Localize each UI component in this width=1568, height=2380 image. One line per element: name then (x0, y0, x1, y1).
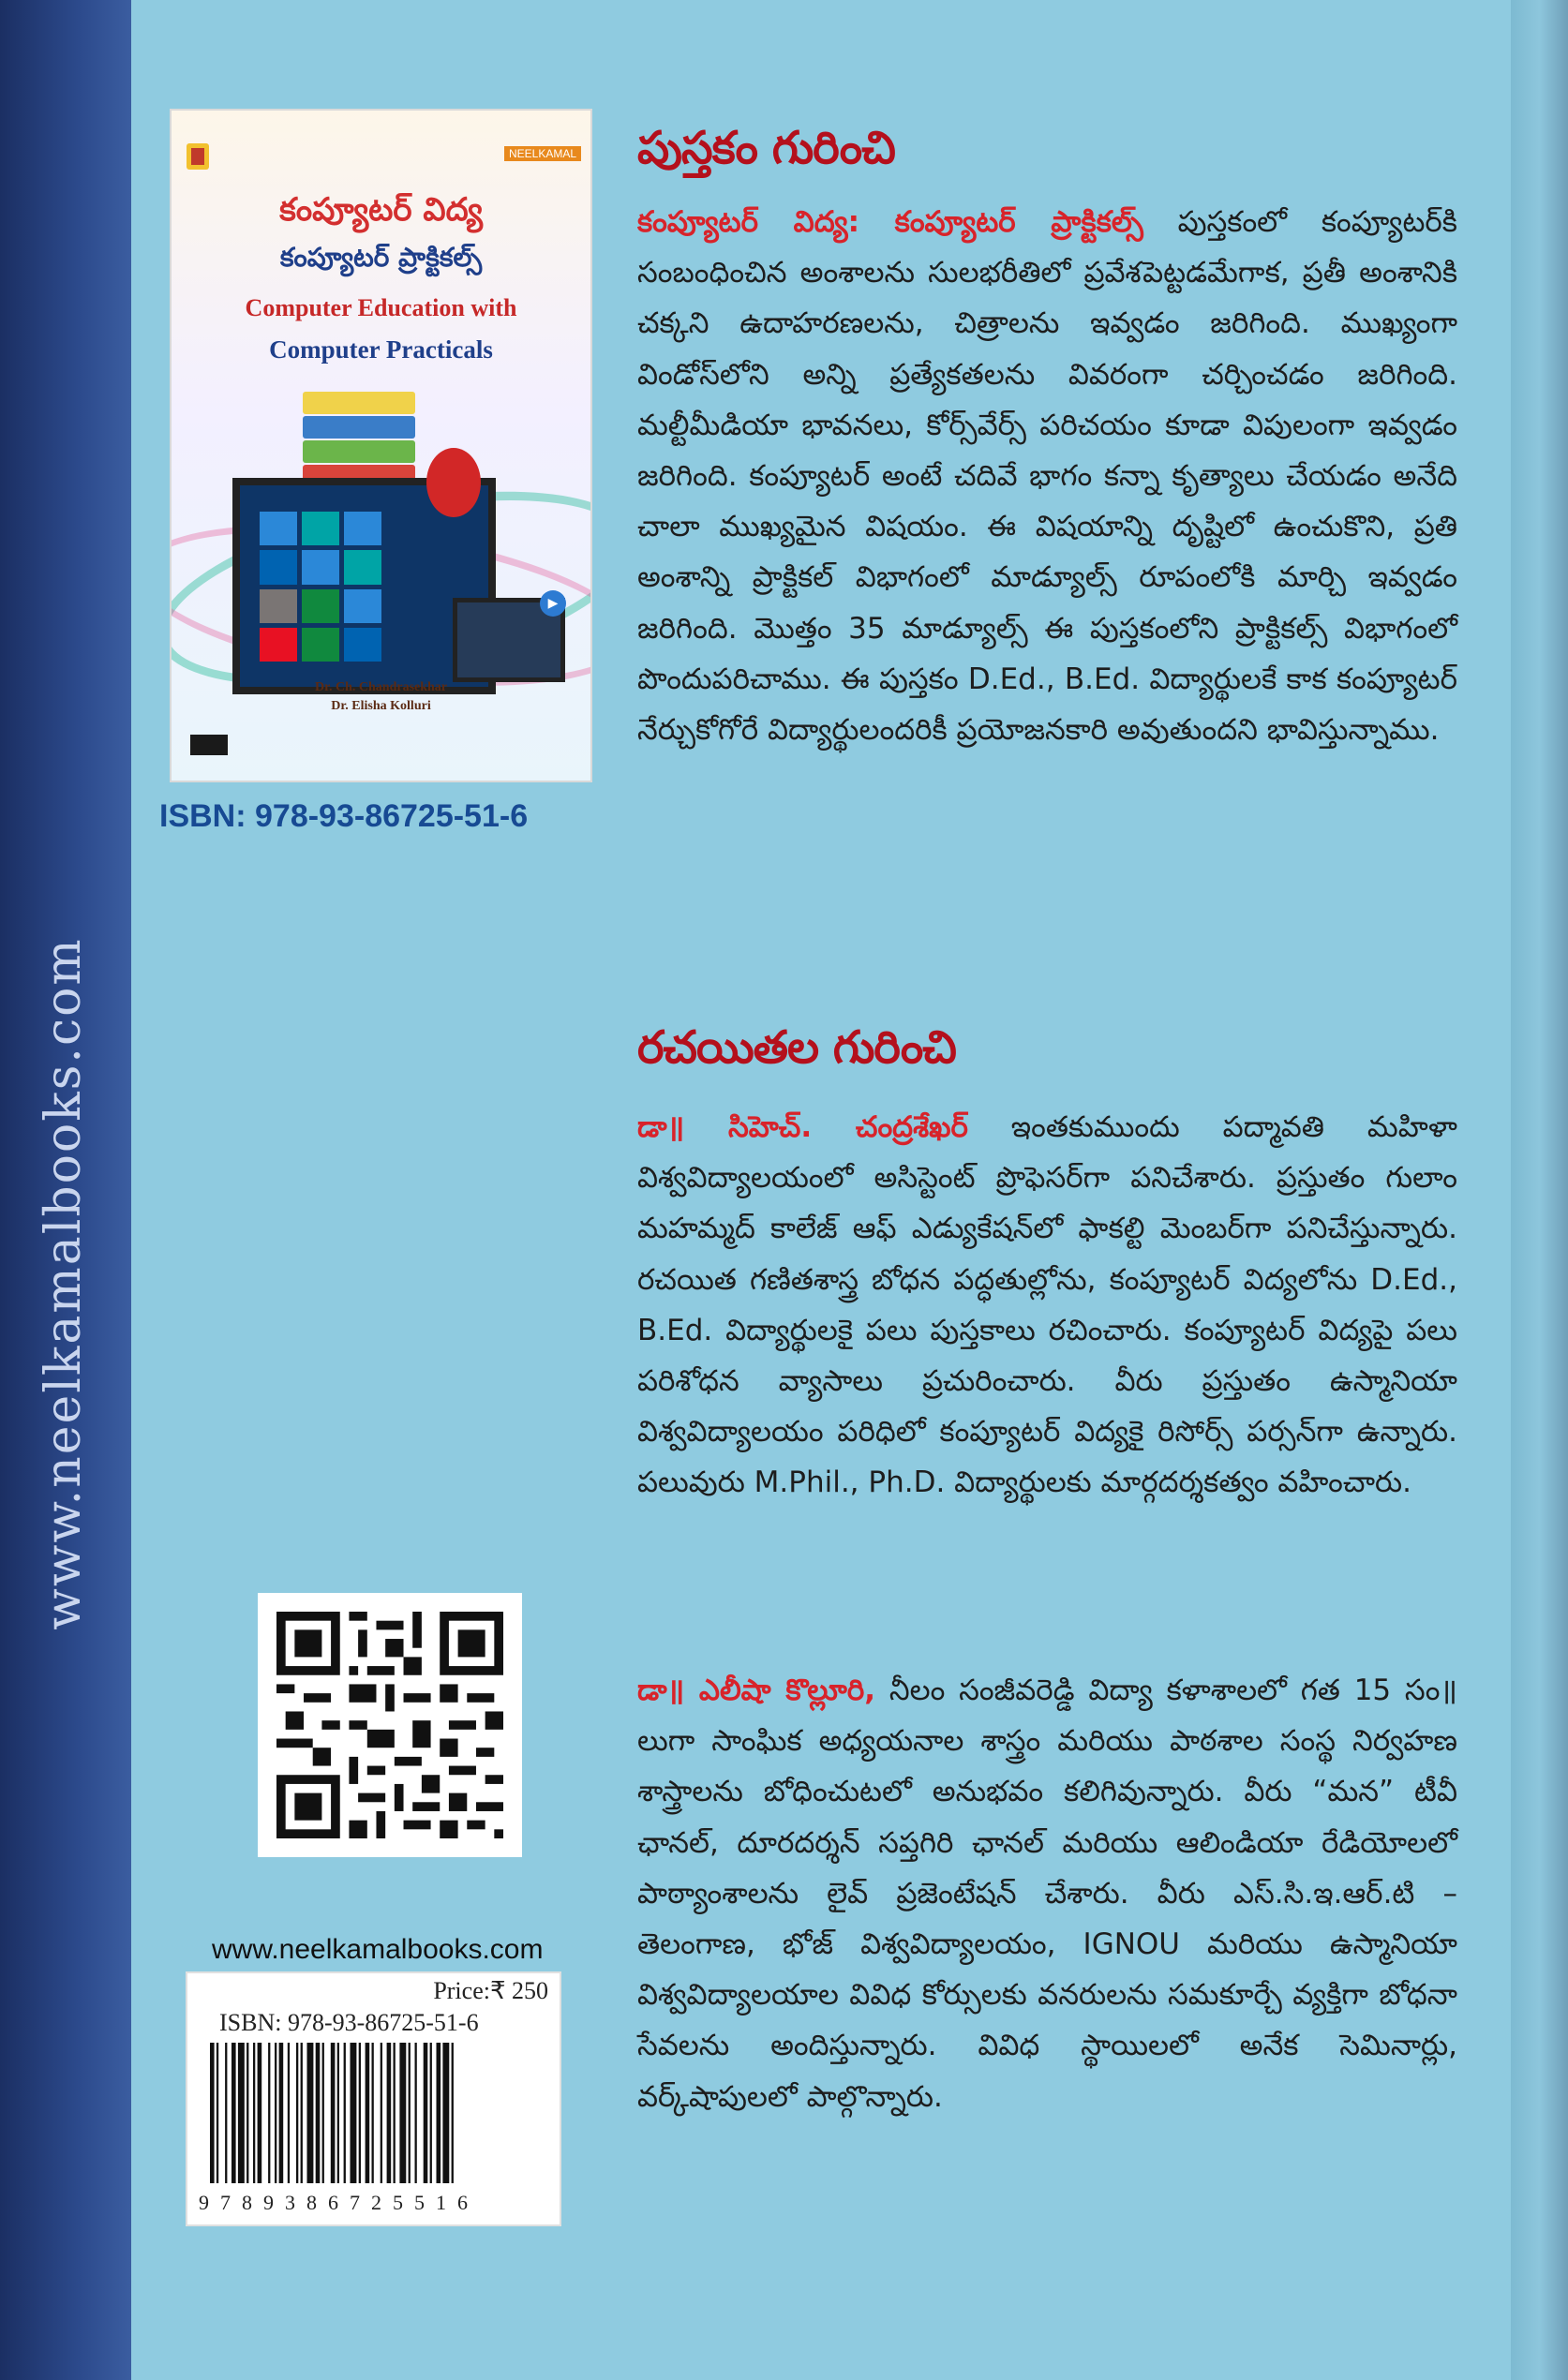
book-title-highlight: కంప్యూటర్ విద్య: కంప్యూటర్ ప్రాక్టికల్స్ (637, 205, 1143, 239)
thumbnail-title-english-1: Computer Education with (245, 294, 517, 321)
barcode-bar (301, 2043, 303, 2183)
barcode-bar (296, 2043, 298, 2183)
barcode-bar (231, 2043, 236, 2183)
thumbnail-spine-mark (190, 735, 228, 755)
barcode-bar (351, 2043, 357, 2183)
barcode-bar (430, 2043, 432, 2183)
spine-website: www.neelkamalbooks.com (36, 937, 92, 1630)
about-book-text: పుస్తకంలో కంప్యూటర్‌కి సంబంధించిన అంశాలను సులభరీతిలో ప్రవేశపెట్టడమేగాక, ప్రతీ అంశానికి చక్కని ఉదాహరణలను, చిత్రాలను ఇవ్వడం జరిగింది. ముఖ్యంగా విండోస్‌లోని అన్ని ప్రత్యేకతలను వివరంగా చర్చించడం జరిగింది. మల్టీమీడియా భావనలు, కోర్స్‌వేర్స్ పరిచయం కూడా విపులంగా ఇవ్వడం జరిగింది. కంప్యూటర్ అంటే చదివే భాగం కన్నా కృత్యాలు చేయడం అనేది చాలా ముఖ్యమైన విషయం. ఈ విషయాన్ని దృష్టిలో ఉంచుకొని, ప్రతి అంశాన్ని ప్రాక్టికల్ విభాగంలో మాడ్యూల్స్ రూపంలోకి మార్చి ఇవ్వడం జరిగింది. మొత్తం 35 మాడ్యూల్స్ ఈ పుస్తకంలోని ప్రాక్టికల్స్ విభాగంలో పొందుపరిచాము. ఈ పుస్తకం D.Ed., B.Ed. విద్యార్థులకే కాక కంప్యూటర్ నేర్చుకోగోరే విద్యార్థులందరికీ ప్రయోజనకారి అవుతుందని భావిస్తున్నాము. (637, 205, 1457, 748)
barcode-isbn: ISBN: 978-93-86725-51-6 (219, 2009, 479, 2036)
barcode-bar (437, 2043, 441, 2183)
barcode-bar (394, 2043, 396, 2183)
publisher-badge: NEELKAMAL (504, 146, 581, 161)
isbn-label: ISBN: 978-93-86725-51-6 (159, 798, 529, 834)
barcode-bar (409, 2043, 411, 2183)
thumbnail-title-english-2: Computer Practicals (269, 335, 493, 364)
back-website: www.neelkamalbooks.com (212, 1934, 544, 1965)
barcode-bar (415, 2043, 417, 2183)
barcode-bar (307, 2043, 314, 2183)
barcode-bar (238, 2043, 245, 2183)
barcode-bar (253, 2043, 255, 2183)
barcode-bar (359, 2043, 361, 2183)
mouse-image (426, 448, 481, 517)
barcode-bar (225, 2043, 227, 2183)
barcode-bar (275, 2043, 276, 2183)
thumbnail-author-2: Dr. Elisha Kolluri (331, 699, 431, 713)
book-cover-thumbnail (172, 111, 590, 781)
barcode-image (210, 2043, 538, 2191)
about-authors-heading: రచయితల గురించి (637, 1021, 956, 1074)
cover-right-edge (1511, 0, 1568, 2380)
barcode-bar (452, 2043, 454, 2183)
barcode-bar (424, 2043, 428, 2183)
barcode-bar (442, 2043, 449, 2183)
author-2-text: నీలం సంజీవరెడ్డి విద్యా కళాశాలలో గత 15 సం॥లుగా సాంఘిక అధ్యయనాల శాస్త్రం మరియు పాఠశాల సంస్థ నిర్వహణ శాస్త్రాలను బోధించుటలో అనుభవం కలిగివున్నారు. వీరు “మన” టీవీ ఛానల్, దూరదర్శన్ సప్తగిరి ఛానల్ మరియు ఆలిండియా రేడియోలలో పాఠ్యాంశాలను లైవ్ ప్రజెంటేషన్ చేశారు. వీరు ఎస్.సి.ఇ.ఆర్.టి – తెలంగాణ, భోజ్ విశ్వవిద్యాలయం, IGNOU మరియు ఉస్మానియా విశ్వవిద్యాలయాల వివిధ కోర్సులకు వనరులను సమకూర్చే వ్యక్తిగా బోధనా సేవలను అందిస్తున్నారు. వివిధ స్థాయిలలో అనేక సెమినార్లు, వర్క్‌షాపులలో పాల్గొన్నారు. (637, 1673, 1457, 2114)
barcode-bar (337, 2043, 339, 2183)
barcode-bar (246, 2043, 248, 2183)
barcode-bar (331, 2043, 336, 2183)
price-label: Price:₹ 250 (433, 1977, 548, 2004)
publisher-logo (187, 143, 209, 170)
author-2-paragraph (637, 1665, 1457, 2122)
thumbnail-subtitle-telugu: కంప్యూటర్ ప్రాక్టికల్స్ (279, 242, 483, 273)
barcode-bar (288, 2043, 290, 2183)
barcode-bar (316, 2043, 321, 2183)
barcode-bar (279, 2043, 284, 2183)
thumbnail-title-telugu: కంప్యూటర్ విద్య (279, 191, 483, 229)
barcode-bar (258, 2043, 262, 2183)
qr-code (258, 1593, 522, 1857)
about-book-heading: పుస్తకం గురించి (637, 122, 895, 174)
spine (0, 0, 131, 2380)
barcode-bar (344, 2043, 346, 2183)
author-1-text: ఇంతకుముందు పద్మావతి మహిళా విశ్వవిద్యాలయంలో అసిస్టెంట్ ప్రొఫెసర్‌గా పనిచేశారు. ప్రస్తుతం గులాం మహమ్మద్ కాలేజ్ ఆఫ్ ఎడ్యుకేషన్‌లో ఫాకల్టి మెంబర్‌గా పనిచేస్తున్నారు. రచయిత గణితశాస్త్ర బోధన పద్ధతుల్లోను, కంప్యూటర్ విద్యలోను D.Ed., B.Ed. విద్యార్థులకై పలు పుస్తకాలు రచించారు. కంప్యూటర్ విద్యపై పలు పరిశోధన వ్యాసాలు ప్రచురించారు. వీరు ప్రస్తుతం ఉస్మానియా విశ్వవిద్యాలయం పరిధిలో కంప్యూటర్ విద్యకై రిసోర్స్ పర్సన్‌గా ఉన్నారు. పలువురు M.Phil., Ph.D. విద్యార్థులకు మార్గదర్శకత్వం వహించారు. (637, 1110, 1457, 1500)
barcode-bar (322, 2043, 324, 2183)
windows-tiles-image (260, 512, 381, 662)
about-book-paragraph (637, 197, 1457, 755)
author-2-name: డా॥ ఎలీషా కొల్లూరి, (637, 1673, 876, 1707)
play-icon: ▶ (540, 590, 566, 617)
author-1-paragraph (637, 1102, 1457, 1509)
barcode-bar (268, 2043, 270, 2183)
barcode-digits: 9789386725516 (199, 2191, 479, 2214)
barcode-bar (372, 2043, 374, 2183)
barcode-bar (366, 2043, 370, 2183)
barcode-bar (387, 2043, 392, 2183)
qr-code-image (276, 1612, 503, 1838)
barcode-bar (381, 2043, 382, 2183)
thumbnail-author-1: Dr. Ch. Chandrasekhar (314, 680, 448, 694)
barcode-block (187, 1973, 560, 2224)
barcode-bar (217, 2043, 218, 2183)
author-1-name: డా॥ సిహెచ్. చంద్రశేఖర్ (637, 1110, 968, 1144)
barcode-bar (210, 2043, 215, 2183)
barcode-bar (399, 2043, 406, 2183)
